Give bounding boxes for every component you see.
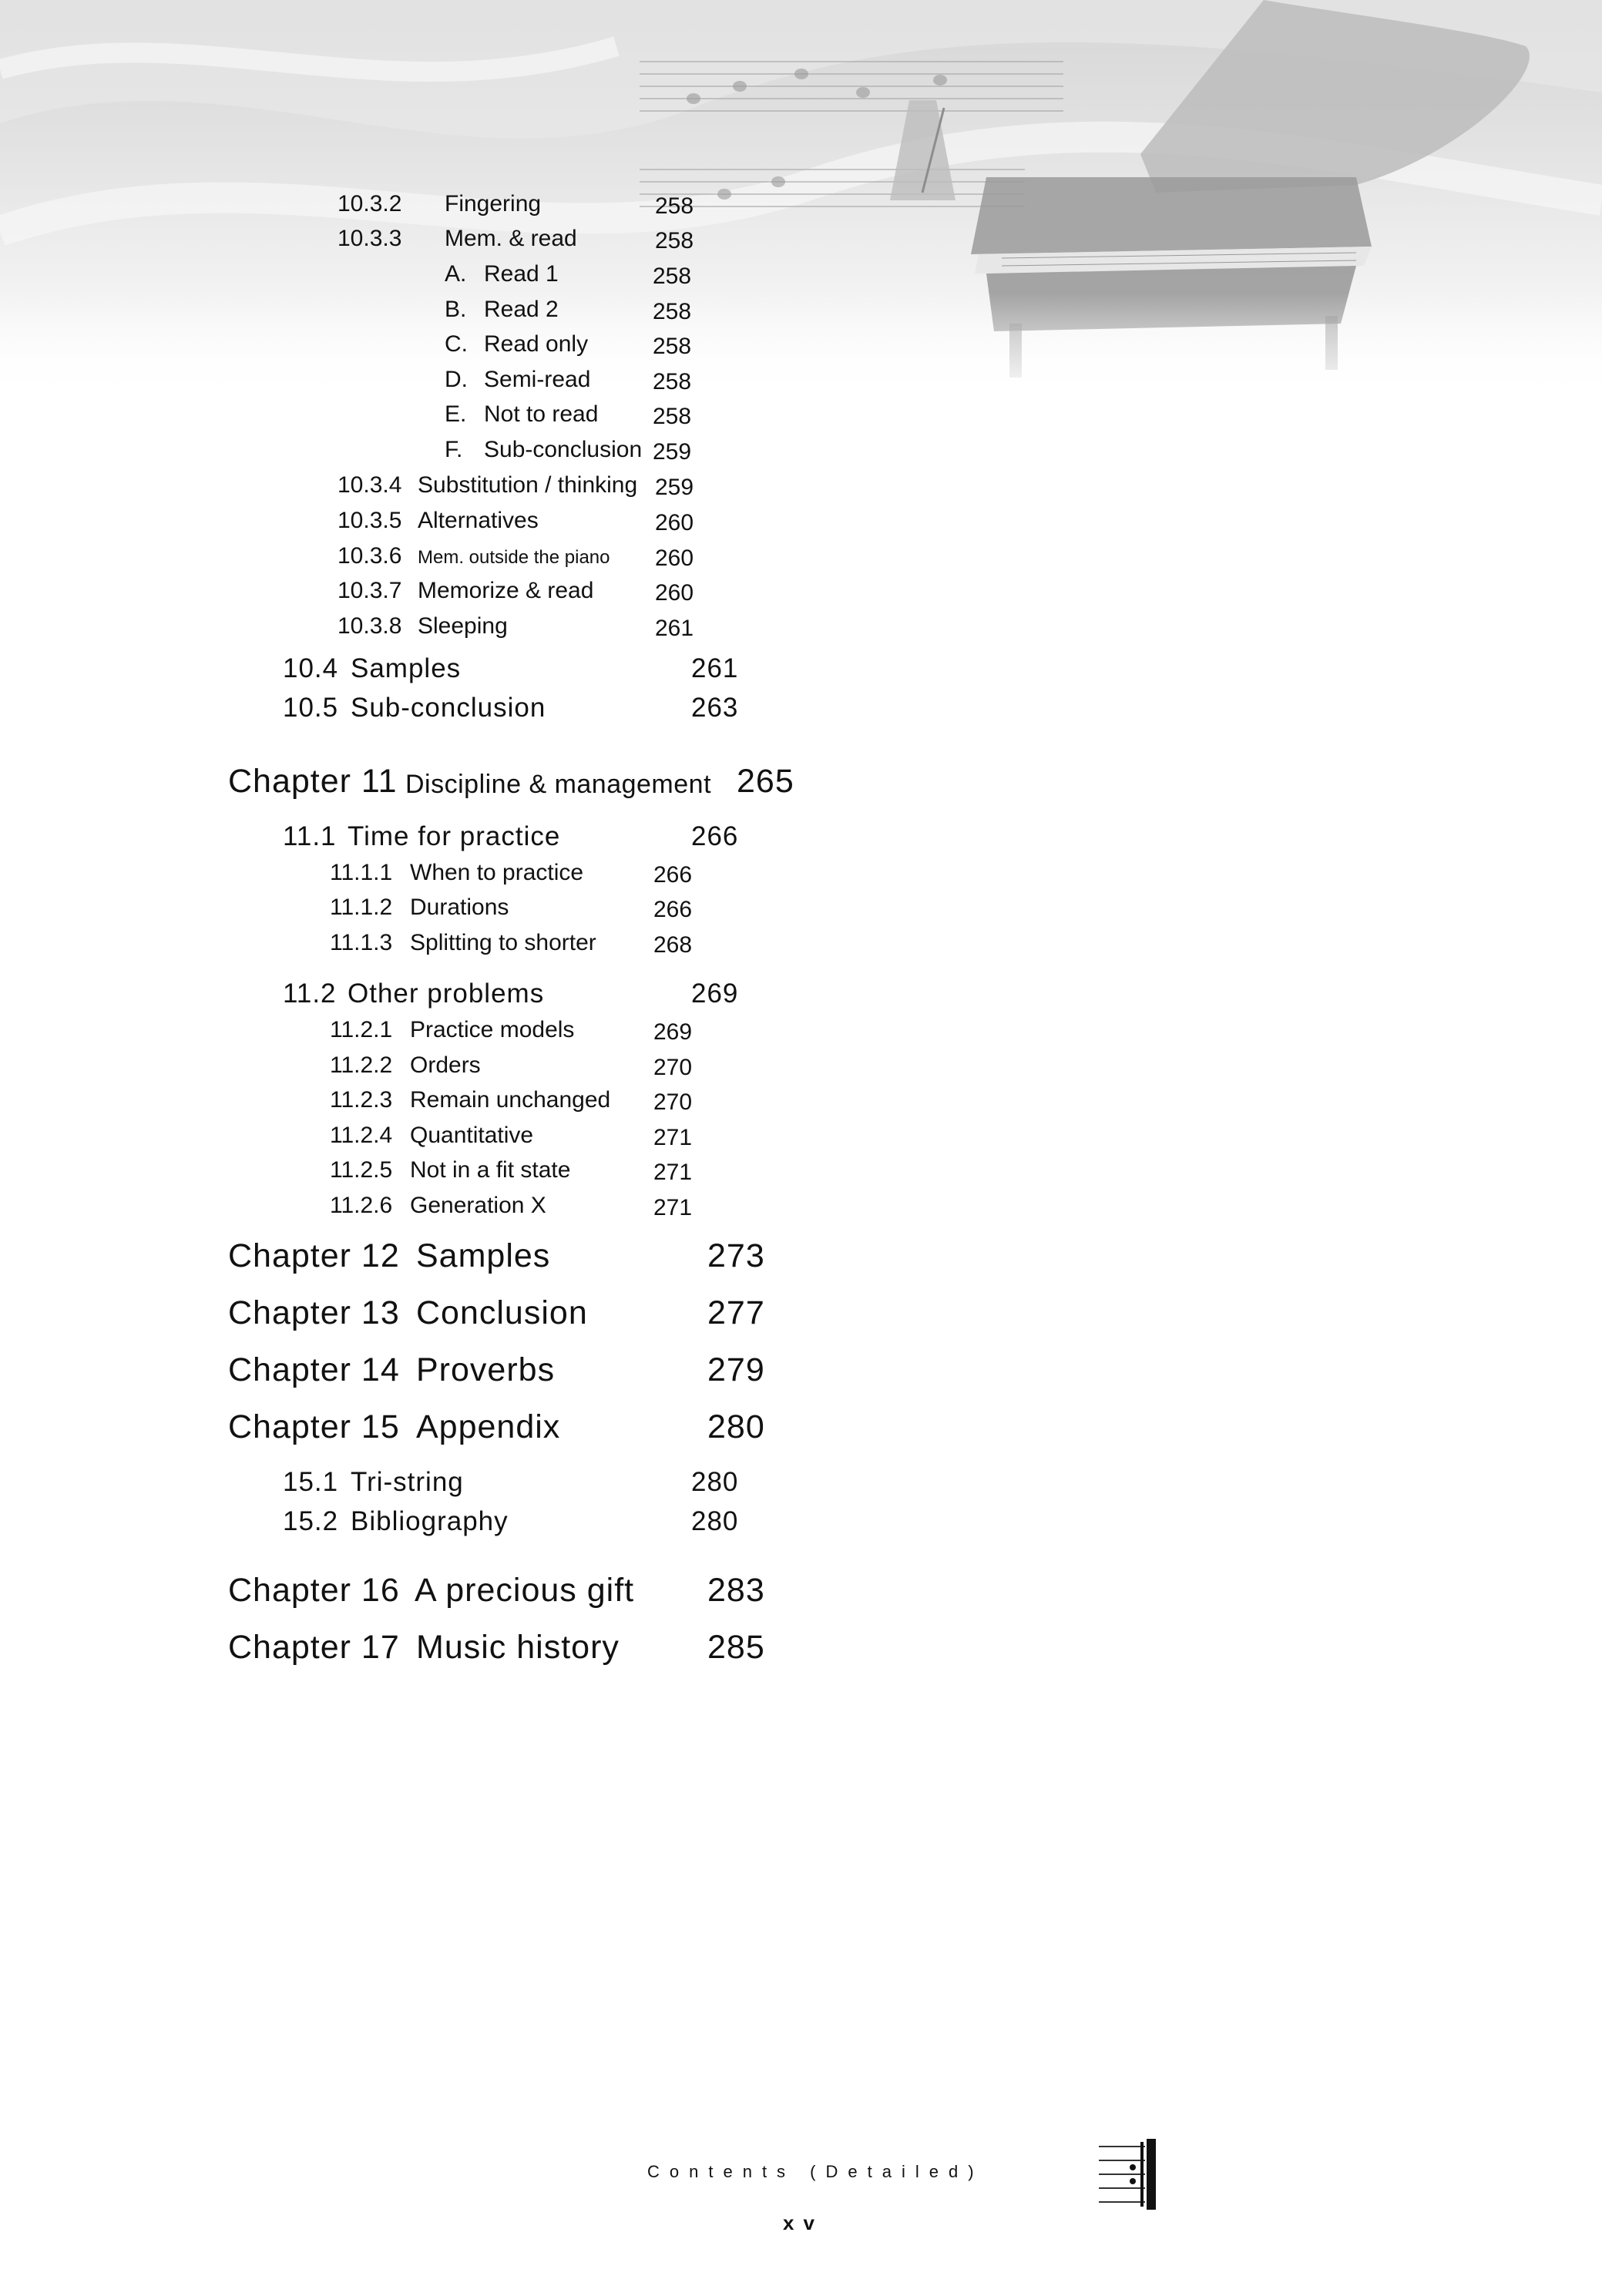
entry-page: 260 [655, 580, 694, 606]
item-letter: C. [445, 331, 468, 357]
entry-page: 259 [655, 475, 694, 500]
item-page: 258 [653, 299, 692, 324]
music-staff-end-icon [1099, 2139, 1160, 2214]
entry-page: 271 [653, 1160, 693, 1185]
chapter-page: 265 [737, 763, 794, 800]
item-page: 259 [653, 439, 692, 465]
entry-number: 11.2.2 [330, 1052, 393, 1078]
entry-page: 270 [653, 1089, 693, 1115]
chapter-page: 277 [707, 1294, 765, 1331]
chapter-number: Chapter 11 [228, 763, 398, 800]
section-title: Time for practice [348, 821, 561, 851]
entry-page: 271 [653, 1195, 693, 1220]
entry-title: Generation X [410, 1193, 546, 1218]
section-title: Sub-conclusion [351, 693, 546, 723]
item-page: 258 [653, 264, 692, 289]
entry-number: 11.2.4 [330, 1123, 393, 1148]
section-title: Bibliography [351, 1506, 509, 1536]
item-page: 258 [653, 334, 692, 359]
entry-title: When to practice [410, 860, 584, 885]
entry-page: 258 [655, 228, 694, 253]
entry-page: 266 [653, 897, 693, 922]
chapter-number: Chapter 13 [228, 1294, 400, 1331]
item-title: Read 1 [484, 261, 559, 287]
entry-title: Quantitative [410, 1123, 534, 1148]
section-title: Other problems [348, 978, 545, 1009]
item-title: Sub-conclusion [484, 437, 643, 462]
chapter-title: Music history [416, 1629, 620, 1666]
entry-page: 270 [653, 1055, 693, 1080]
entry-title: Orders [410, 1052, 481, 1078]
entry-title: Memorize & read [418, 578, 594, 603]
entry-title: Durations [410, 895, 509, 920]
section-page: 263 [691, 693, 739, 723]
entry-page: 261 [655, 616, 694, 641]
chapter-number: Chapter 12 [228, 1237, 400, 1274]
running-footer-label: Contents (Detailed) [647, 2162, 984, 2181]
chapter-number: Chapter 16 [228, 1572, 400, 1609]
entry-number: 10.3.7 [338, 578, 402, 603]
entry-title: Not in a fit state [410, 1157, 571, 1183]
chapter-page: 285 [707, 1629, 765, 1666]
entry-number: 11.1.1 [330, 860, 393, 885]
item-letter: E. [445, 401, 467, 427]
chapter-title: A precious gift [415, 1572, 635, 1609]
chapter-page: 279 [707, 1351, 765, 1388]
section-number: 11.2 [283, 978, 337, 1009]
entry-page: 266 [653, 862, 693, 888]
section-number: 10.4 [283, 653, 339, 683]
chapter-page: 280 [707, 1408, 765, 1445]
chapter-title: Appendix [416, 1408, 561, 1445]
item-title: Read 2 [484, 297, 559, 322]
chapter-number: Chapter 15 [228, 1408, 400, 1445]
entry-number: 11.2.3 [330, 1087, 393, 1113]
entry-title: Remain unchanged [410, 1087, 611, 1113]
chapter-title: Proverbs [416, 1351, 556, 1388]
entry-number: 10.3.3 [338, 226, 402, 251]
section-number: 11.1 [283, 821, 337, 851]
chapter-page: 283 [707, 1572, 765, 1609]
chapter-title: Samples [416, 1237, 551, 1274]
entry-number: 11.2.1 [330, 1017, 393, 1042]
section-page: 266 [691, 821, 739, 851]
chapter-number: Chapter 17 [228, 1629, 400, 1666]
entry-page: 269 [653, 1019, 693, 1045]
entry-title: Alternatives [418, 508, 539, 533]
entry-number: 10.3.2 [338, 191, 402, 217]
item-page: 258 [653, 404, 692, 429]
item-letter: D. [445, 367, 468, 392]
entry-page: 271 [653, 1125, 693, 1150]
section-page: 280 [691, 1506, 739, 1536]
section-page: 261 [691, 653, 739, 683]
chapter-page: 273 [707, 1237, 765, 1274]
entry-number: 11.2.5 [330, 1157, 393, 1183]
item-title: Not to read [484, 401, 599, 427]
entry-title: Mem. & read [445, 226, 577, 251]
page-number: xv [783, 2211, 824, 2234]
section-title: Samples [351, 653, 462, 683]
entry-number: 10.3.8 [338, 613, 402, 639]
entry-number: 10.3.6 [338, 543, 402, 569]
item-letter: B. [445, 297, 467, 322]
entry-page: 268 [653, 932, 693, 958]
entry-title: Substitution / thinking [418, 472, 638, 498]
section-title: Tri-string [351, 1467, 464, 1497]
header-decoration [0, 0, 1602, 401]
entry-page: 258 [655, 193, 694, 219]
entry-title: Mem. outside the piano [418, 547, 610, 568]
entry-title: Sleeping [418, 613, 508, 639]
section-number: 15.1 [283, 1467, 339, 1497]
section-page: 269 [691, 978, 739, 1009]
section-page: 280 [691, 1467, 739, 1497]
entry-number: 10.3.4 [338, 472, 402, 498]
section-number: 10.5 [283, 693, 339, 723]
entry-page: 260 [655, 510, 694, 535]
entry-title: Practice models [410, 1017, 575, 1042]
item-letter: F. [445, 437, 463, 462]
item-title: Semi-read [484, 367, 591, 392]
entry-page: 260 [655, 545, 694, 571]
entry-number: 11.1.2 [330, 895, 393, 920]
item-letter: A. [445, 261, 467, 287]
entry-number: 11.1.3 [330, 930, 393, 955]
entry-number: 10.3.5 [338, 508, 402, 533]
chapter-number: Chapter 14 [228, 1351, 400, 1388]
chapter-title: Discipline & management [405, 770, 712, 799]
piano-sheet-music-icon [0, 0, 1602, 401]
entry-title: Fingering [445, 191, 542, 217]
chapter-title: Conclusion [416, 1294, 588, 1331]
item-title: Read only [484, 331, 589, 357]
section-number: 15.2 [283, 1506, 339, 1536]
entry-title: Splitting to shorter [410, 930, 596, 955]
entry-number: 11.2.6 [330, 1193, 393, 1218]
item-page: 258 [653, 369, 692, 394]
